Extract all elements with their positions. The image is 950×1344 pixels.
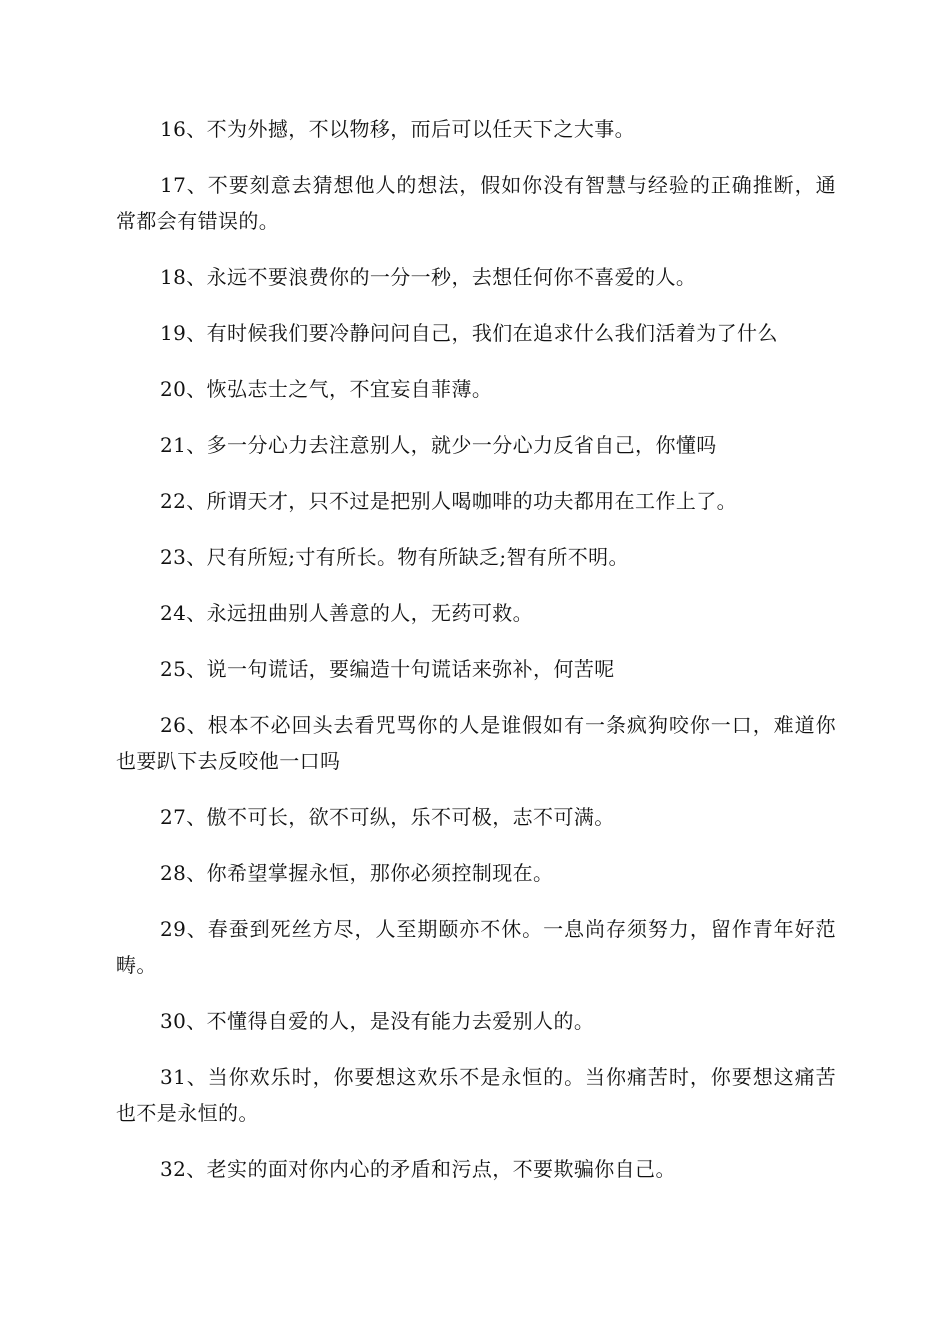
quote-29: 29、春蚕到死丝方尽，人至期颐亦不休。一息尚存须努力，留作青年好范畴。 [116,917,836,977]
quote-26: 26、根本不必回头去看咒骂你的人是谁假如有一条疯狗咬你一口，难道你也要趴下去反咬他一口吗 [116,713,836,773]
quote-30: 30、不懂得自爱的人，是没有能力去爱别人的。 [160,1009,595,1033]
quote-19: 19、有时候我们要冷静问问自己，我们在追求什么我们活着为了什么 [160,321,778,345]
quote-24: 24、永远扭曲别人善意的人，无药可救。 [160,601,534,625]
quote-18: 18、永远不要浪费你的一分一秒，去想任何你不喜爱的人。 [160,265,697,289]
quote-32: 32、老实的面对你内心的矛盾和污点，不要欺骗你自己。 [160,1157,676,1181]
quote-22: 22、所谓天才，只不过是把别人喝咖啡的功夫都用在工作上了。 [160,489,738,513]
quote-28: 28、你希望掌握永恒，那你必须控制现在。 [160,861,554,885]
quote-27: 27、傲不可长，欲不可纵，乐不可极，志不可满。 [160,805,615,829]
quote-21: 21、多一分心力去注意别人，就少一分心力反省自己，你懂吗 [160,433,717,457]
quote-16: 16、不为外撼，不以物移，而后可以任天下之大事。 [160,117,636,141]
quote-17: 17、不要刻意去猜想他人的想法，假如你没有智慧与经验的正确推断，通常都会有错误的。 [116,173,836,233]
quote-31: 31、当你欢乐时，你要想这欢乐不是永恒的。当你痛苦时，你要想这痛苦也不是永恒的。 [116,1065,836,1125]
quote-23: 23、尺有所短;寸有所长。物有所缺乏;智有所不明。 [160,545,629,569]
quote-25: 25、说一句谎话，要编造十句谎话来弥补，何苦呢 [160,657,615,681]
quote-20: 20、恢弘志士之气，不宜妄自菲薄。 [160,377,493,401]
quote-list [116,111,836,1207]
